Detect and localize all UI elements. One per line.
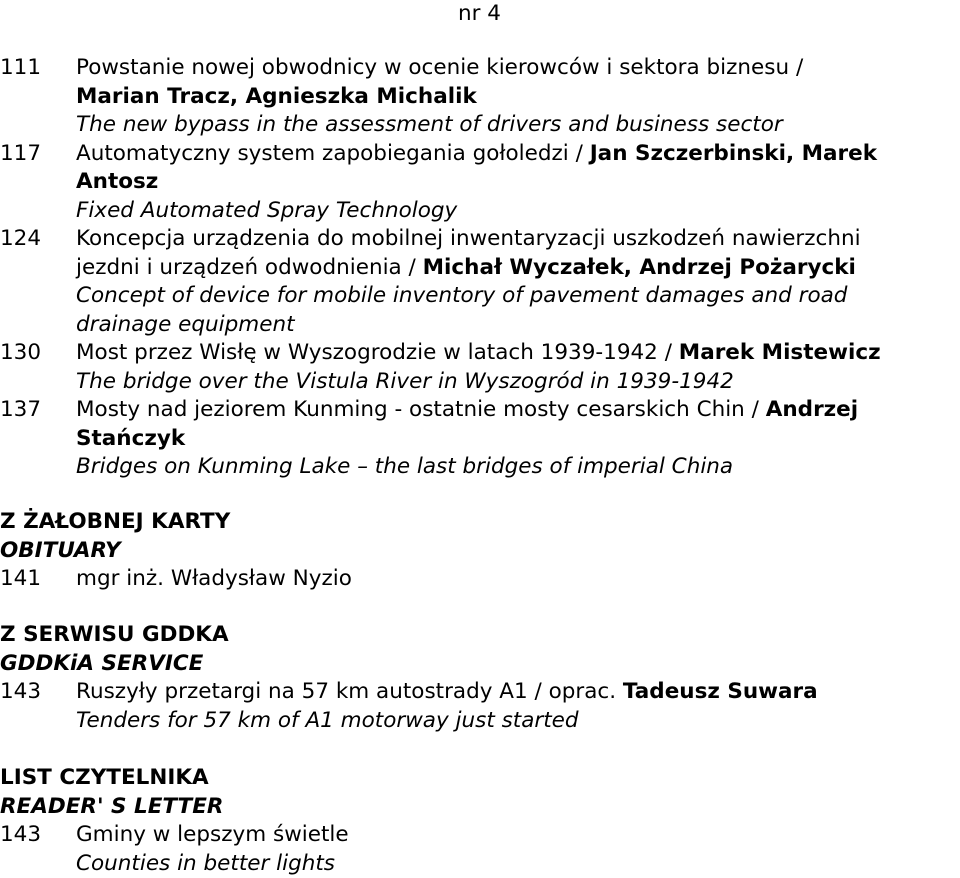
entry-title-pl: mgr inż. Władysław Nyzio <box>76 566 352 591</box>
entry-body <box>76 678 960 735</box>
letters-section <box>0 764 960 821</box>
section-subtitle: OBITUARY <box>0 537 121 563</box>
obituary-section <box>0 508 960 565</box>
entry-body <box>76 396 960 482</box>
entry-body <box>76 565 960 594</box>
entry-title-pl: Automatyczny system zapobiegania gołoledzi / <box>76 140 583 166</box>
entry-body <box>76 225 960 339</box>
entry-page-number: 130 <box>0 340 42 365</box>
entry-page-number: 137 <box>0 397 42 422</box>
entry-title-line <box>76 396 960 425</box>
section-subtitle: GDDKiA SERVICE <box>0 650 204 676</box>
entry-title-line <box>76 678 960 707</box>
issue-number: nr 4 <box>458 1 501 26</box>
entry-title-pl: Gminy w lepszym świetle <box>76 822 349 847</box>
entry-title-en: Tenders for 57 km of A1 motorway just started <box>76 707 579 733</box>
entry-authors: Andrzej <box>765 397 859 422</box>
entry-page-number: 117 <box>0 140 42 166</box>
entry-title-pl: Powstanie nowej obwodnicy w ocenie kierowców i sektora biznesu / <box>76 55 804 80</box>
entry-page-number: 124 <box>0 226 42 251</box>
entry-title-en: Fixed Automated Spray Technology <box>76 197 458 223</box>
entry-page-number: 141 <box>0 566 42 591</box>
entry-title-en: The bridge over the Vistula River in Wyszogród in 1939-1942 <box>76 368 734 394</box>
entry-body <box>76 54 960 140</box>
section-title: LIST CZYTELNIKA <box>0 765 209 790</box>
entry-body <box>76 339 960 396</box>
entry-authors: Marian Tracz, Agnieszka Michalik <box>76 83 477 109</box>
entry-title-pl: Ruszyły przetargi na 57 km autostrady A1 / oprac. <box>76 679 617 704</box>
entry-authors: Michał Wyczałek, Andrzej Pożarycki <box>422 254 856 280</box>
entry-title-line <box>76 339 960 368</box>
entry-title-pl-cont: jezdni i urządzeń odwodnienia / <box>76 254 416 280</box>
section-title: Z SERWISU GDDKA <box>0 622 229 647</box>
entry-authors: Jan Szczerbinski, Marek <box>589 140 877 166</box>
entry-authors-cont: Stańczyk <box>76 425 186 451</box>
entry-title-pl: Mosty nad jeziorem Kunming - ostatnie mosty cesarskich Chin / <box>76 397 759 422</box>
section-subtitle: READER' S LETTER <box>0 793 224 819</box>
entry-title-en-cont: drainage equipment <box>76 311 295 337</box>
entry-page-number: 143 <box>0 679 42 704</box>
entry-title-line <box>76 140 960 169</box>
entry-authors: Marek Mistewicz <box>678 340 881 365</box>
entry-body <box>76 821 960 878</box>
entry-body <box>76 140 960 226</box>
entry-title-line <box>76 254 960 283</box>
entry-title-en: Bridges on Kunming Lake – the last bridges of imperial China <box>76 454 734 479</box>
entry-title-pl: Koncepcja urządzenia do mobilnej inwentaryzacji uszkodzeń nawierzchni <box>76 226 861 251</box>
gddka-section <box>0 621 960 678</box>
entry-title-pl: Most przez Wisłę w Wyszogrodzie w latach 1939-1942 / <box>76 340 672 365</box>
entry-page-number: 143 <box>0 822 42 847</box>
entry-authors: Tadeusz Suwara <box>622 679 818 704</box>
entry-page-number: 111 <box>0 55 42 80</box>
entry-title-en: Concept of device for mobile inventory of pavement damages and road <box>76 283 848 308</box>
entry-title-en: Counties in better lights <box>76 850 336 876</box>
entry-authors-cont: Antosz <box>76 169 159 194</box>
section-title: Z ŻAŁOBNEJ KARTY <box>0 509 231 534</box>
entry-title-en: The new bypass in the assessment of drivers and business sector <box>76 112 783 137</box>
